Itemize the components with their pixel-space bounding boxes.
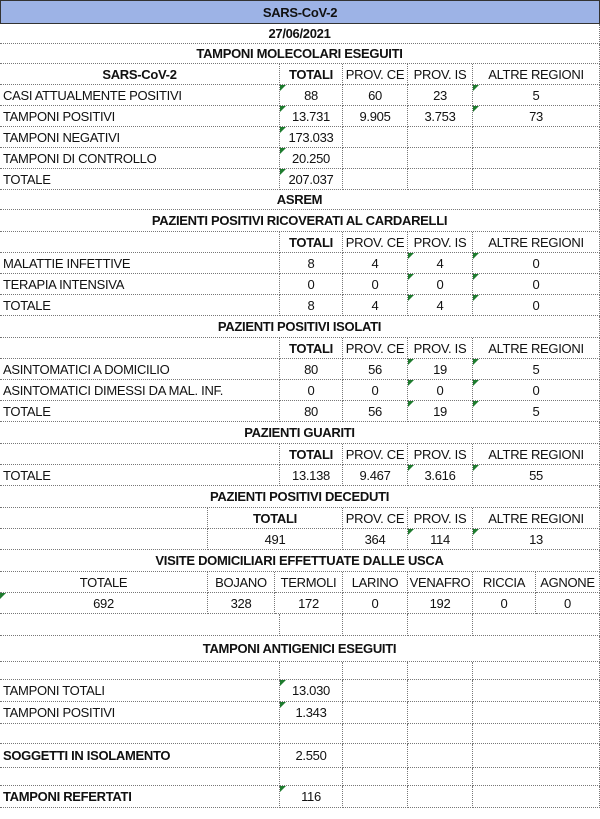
s_ricoverati-row (0, 274, 600, 295)
value-cell[interactable]: 4 (343, 295, 408, 316)
value-cell[interactable]: 88 (280, 85, 343, 106)
value-cell[interactable]: 0 (473, 593, 536, 614)
value-cell[interactable] (473, 148, 600, 169)
empty-cell[interactable] (473, 662, 600, 680)
col-prov-is[interactable]: PROV. IS (408, 508, 473, 529)
empty-cell[interactable] (0, 614, 280, 636)
s_molecolari-row (0, 106, 600, 127)
row-label[interactable]: TERAPIA INTENSIVA (0, 274, 280, 295)
empty-cell[interactable] (408, 680, 473, 702)
row-label[interactable]: CASI ATTUALMENTE POSITIVI (0, 85, 280, 106)
col-totale[interactable]: TOTALE (0, 572, 208, 593)
col-prov-ce[interactable]: PROV. CE (343, 232, 408, 253)
section-molecolari (0, 44, 600, 64)
value-cell[interactable]: 13.731 (280, 106, 343, 127)
value-cell[interactable]: 0 (536, 593, 600, 614)
value-cell[interactable]: 9.467 (343, 465, 408, 486)
column-label[interactable] (0, 338, 280, 359)
value-cell[interactable]: 19 (408, 359, 473, 380)
empty-row (0, 662, 600, 680)
empty-cell[interactable] (0, 529, 208, 550)
row-label[interactable]: SOGGETTI IN ISOLAMENTO (0, 744, 280, 768)
value-cell[interactable]: 4 (343, 253, 408, 274)
sheet-title (0, 0, 600, 24)
value-cell[interactable]: 20.250 (280, 148, 343, 169)
s_molecolari-row (0, 127, 600, 148)
value-cell[interactable]: 192 (408, 593, 473, 614)
empty-cell[interactable] (343, 744, 408, 768)
empty-cell[interactable] (0, 768, 280, 786)
section-antigenici-label[interactable]: TAMPONI ANTIGENICI ESEGUITI (0, 636, 600, 662)
empty-cell[interactable] (408, 744, 473, 768)
empty-cell[interactable] (473, 680, 600, 702)
empty-cell[interactable] (408, 614, 473, 636)
value-cell[interactable]: 0 (343, 380, 408, 401)
row-label[interactable]: TAMPONI POSITIVI (0, 106, 280, 127)
value-cell[interactable]: 114 (408, 529, 473, 550)
empty-cell[interactable] (343, 724, 408, 744)
col-totali[interactable]: TOTALI (280, 338, 343, 359)
section-guariti (0, 422, 600, 444)
value-cell[interactable]: 207.037 (280, 169, 343, 190)
value-cell[interactable]: 56 (343, 401, 408, 422)
value-cell[interactable]: 4 (408, 295, 473, 316)
asrem-label-label[interactable]: ASREM (0, 190, 600, 210)
col-totali[interactable]: TOTALI (280, 232, 343, 253)
section-antigenici (0, 636, 600, 662)
row-label[interactable]: TAMPONI REFERTATI (0, 786, 280, 808)
empty-cell[interactable] (343, 768, 408, 786)
empty-cell[interactable] (0, 508, 208, 529)
value-cell[interactable]: 55 (473, 465, 600, 486)
col-totali[interactable]: TOTALI (208, 508, 343, 529)
value-cell[interactable]: 0 (473, 274, 600, 295)
s_ricoverati-row (0, 253, 600, 274)
report-date-label[interactable]: 27/06/2021 (0, 24, 600, 44)
value-cell[interactable]: 80 (280, 401, 343, 422)
value-cell[interactable]: 73 (473, 106, 600, 127)
value-cell[interactable]: 364 (343, 529, 408, 550)
value-cell[interactable]: 0 (343, 274, 408, 295)
s_isolati-row (0, 359, 600, 380)
sheet-title-label[interactable]: SARS-CoV-2 (0, 0, 600, 24)
value-cell[interactable]: 491 (208, 529, 343, 550)
s_usca-row (0, 593, 600, 614)
col-prov-ce[interactable]: PROV. CE (343, 508, 408, 529)
empty-row (0, 768, 600, 786)
empty-cell[interactable] (343, 680, 408, 702)
col-totali[interactable]: TOTALI (280, 64, 343, 85)
empty-row (0, 724, 600, 744)
report-date (0, 24, 600, 44)
empty-cell[interactable] (0, 662, 280, 680)
value-cell[interactable]: 173.033 (280, 127, 343, 148)
value-cell[interactable]: 692 (0, 593, 208, 614)
col-altre-regioni[interactable]: ALTRE REGIONI (473, 232, 600, 253)
s_ricoverati-header-row (0, 232, 600, 253)
empty-cell[interactable] (473, 702, 600, 724)
value-cell[interactable]: 0 (408, 274, 473, 295)
value-cell[interactable]: 3.616 (408, 465, 473, 486)
value-cell[interactable]: 1.343 (280, 702, 343, 724)
empty-cell[interactable] (280, 724, 343, 744)
value-cell[interactable]: 5 (473, 401, 600, 422)
value-cell[interactable] (473, 127, 600, 148)
value-cell[interactable]: 0 (408, 380, 473, 401)
column-label[interactable]: SARS-CoV-2 (0, 64, 280, 85)
value-cell[interactable]: 0 (280, 380, 343, 401)
column-label[interactable] (0, 232, 280, 253)
empty-row (0, 614, 600, 636)
empty-cell[interactable] (408, 786, 473, 808)
row-label[interactable]: TAMPONI DI CONTROLLO (0, 148, 280, 169)
value-cell[interactable] (343, 148, 408, 169)
value-cell[interactable]: 8 (280, 253, 343, 274)
value-cell[interactable]: 5 (473, 359, 600, 380)
empty-cell[interactable] (280, 662, 343, 680)
row-label[interactable]: TOTALE (0, 295, 280, 316)
col-termoli[interactable]: TERMOLI (275, 572, 343, 593)
col-altre-regioni[interactable]: ALTRE REGIONI (473, 444, 600, 465)
section-deceduti-label[interactable]: PAZIENTI POSITIVI DECEDUTI (0, 486, 600, 508)
section-ricoverati (0, 210, 600, 232)
col-totali[interactable]: TOTALI (280, 444, 343, 465)
value-cell[interactable] (343, 127, 408, 148)
value-cell[interactable] (473, 169, 600, 190)
empty-cell[interactable] (408, 702, 473, 724)
section-isolati-label[interactable]: PAZIENTI POSITIVI ISOLATI (0, 316, 600, 338)
col-prov-is[interactable]: PROV. IS (408, 338, 473, 359)
row-label[interactable]: TAMPONI TOTALI (0, 680, 280, 702)
value-cell[interactable]: 80 (280, 359, 343, 380)
col-larino[interactable]: LARINO (343, 572, 408, 593)
section-isolati (0, 316, 600, 338)
value-cell[interactable]: 19 (408, 401, 473, 422)
s_guariti-row (0, 465, 600, 486)
col-prov-is[interactable]: PROV. IS (408, 64, 473, 85)
column-label[interactable] (0, 444, 280, 465)
refertati-row (0, 786, 600, 808)
col-altre-regioni[interactable]: ALTRE REGIONI (473, 508, 600, 529)
value-cell[interactable]: 328 (208, 593, 275, 614)
empty-cell[interactable] (473, 724, 600, 744)
value-cell[interactable]: 5 (473, 85, 600, 106)
value-cell[interactable]: 8 (280, 295, 343, 316)
empty-cell[interactable] (473, 614, 600, 636)
value-cell[interactable]: 0 (473, 295, 600, 316)
value-cell[interactable]: 0 (280, 274, 343, 295)
value-cell[interactable]: 9.905 (343, 106, 408, 127)
value-cell[interactable]: 116 (280, 786, 343, 808)
value-cell[interactable]: 0 (343, 593, 408, 614)
asrem-label (0, 190, 600, 210)
s_isolati-row (0, 380, 600, 401)
empty-cell[interactable] (408, 662, 473, 680)
col-agnone[interactable]: AGNONE (536, 572, 600, 593)
empty-cell[interactable] (343, 614, 408, 636)
section-ricoverati-label[interactable]: PAZIENTI POSITIVI RICOVERATI AL CARDARELLI (0, 210, 600, 232)
empty-cell[interactable] (280, 614, 343, 636)
value-cell[interactable]: 172 (275, 593, 343, 614)
section-molecolari-label[interactable]: TAMPONI MOLECOLARI ESEGUITI (0, 44, 600, 64)
s_molecolari-header-row (0, 64, 600, 85)
isolamento-row (0, 744, 600, 768)
value-cell[interactable]: 60 (343, 85, 408, 106)
empty-cell[interactable] (343, 702, 408, 724)
row-label[interactable]: TAMPONI NEGATIVI (0, 127, 280, 148)
value-cell[interactable]: 0 (473, 253, 600, 274)
col-prov-is[interactable]: PROV. IS (408, 232, 473, 253)
s_molecolari-row (0, 169, 600, 190)
value-cell[interactable]: 13.030 (280, 680, 343, 702)
col-prov-is[interactable]: PROV. IS (408, 444, 473, 465)
empty-cell[interactable] (473, 786, 600, 808)
col-altre-regioni[interactable]: ALTRE REGIONI (473, 338, 600, 359)
col-prov-ce[interactable]: PROV. CE (343, 338, 408, 359)
empty-cell[interactable] (0, 724, 280, 744)
s_guariti-header-row (0, 444, 600, 465)
row-label[interactable]: TOTALE (0, 401, 280, 422)
value-cell[interactable] (408, 169, 473, 190)
s_antigenici-row (0, 702, 600, 724)
s_molecolari-row (0, 148, 600, 169)
value-cell[interactable]: 56 (343, 359, 408, 380)
empty-cell[interactable] (408, 724, 473, 744)
value-cell[interactable]: 13.138 (280, 465, 343, 486)
empty-cell[interactable] (473, 768, 600, 786)
empty-cell[interactable] (473, 744, 600, 768)
section-guariti-label[interactable]: PAZIENTI GUARITI (0, 422, 600, 444)
col-prov-ce[interactable]: PROV. CE (343, 64, 408, 85)
col-venafro[interactable]: VENAFRO (408, 572, 473, 593)
value-cell[interactable] (343, 169, 408, 190)
empty-cell[interactable] (343, 662, 408, 680)
s_isolati-row (0, 401, 600, 422)
row-label[interactable]: TOTALE (0, 169, 280, 190)
s_usca-header-row (0, 572, 600, 593)
value-cell[interactable]: 2.550 (280, 744, 343, 768)
s_isolati-header-row (0, 338, 600, 359)
row-label[interactable]: TOTALE (0, 465, 280, 486)
row-label[interactable]: ASINTOMATICI A DOMICILIO (0, 359, 280, 380)
value-cell[interactable] (408, 148, 473, 169)
s_deceduti-row (0, 529, 600, 550)
empty-cell[interactable] (343, 786, 408, 808)
col-riccia[interactable]: RICCIA (473, 572, 536, 593)
s_ricoverati-row (0, 295, 600, 316)
value-cell[interactable] (408, 127, 473, 148)
s_deceduti-header-row (0, 508, 600, 529)
s_antigenici-row (0, 680, 600, 702)
value-cell[interactable]: 4 (408, 253, 473, 274)
col-altre-regioni[interactable]: ALTRE REGIONI (473, 64, 600, 85)
row-label[interactable]: ASINTOMATICI DIMESSI DA MAL. INF. (0, 380, 280, 401)
section-usca (0, 550, 600, 572)
row-label[interactable]: TAMPONI POSITIVI (0, 702, 280, 724)
value-cell[interactable]: 3.753 (408, 106, 473, 127)
value-cell[interactable]: 23 (408, 85, 473, 106)
col-bojano[interactable]: BOJANO (208, 572, 275, 593)
empty-cell[interactable] (280, 768, 343, 786)
section-usca-label[interactable]: VISITE DOMICILIARI EFFETTUATE DALLE USCA (0, 550, 600, 572)
section-deceduti (0, 486, 600, 508)
col-prov-ce[interactable]: PROV. CE (343, 444, 408, 465)
value-cell[interactable]: 0 (473, 380, 600, 401)
row-label[interactable]: MALATTIE INFETTIVE (0, 253, 280, 274)
s_molecolari-row (0, 85, 600, 106)
empty-cell[interactable] (408, 768, 473, 786)
value-cell[interactable]: 13 (473, 529, 600, 550)
